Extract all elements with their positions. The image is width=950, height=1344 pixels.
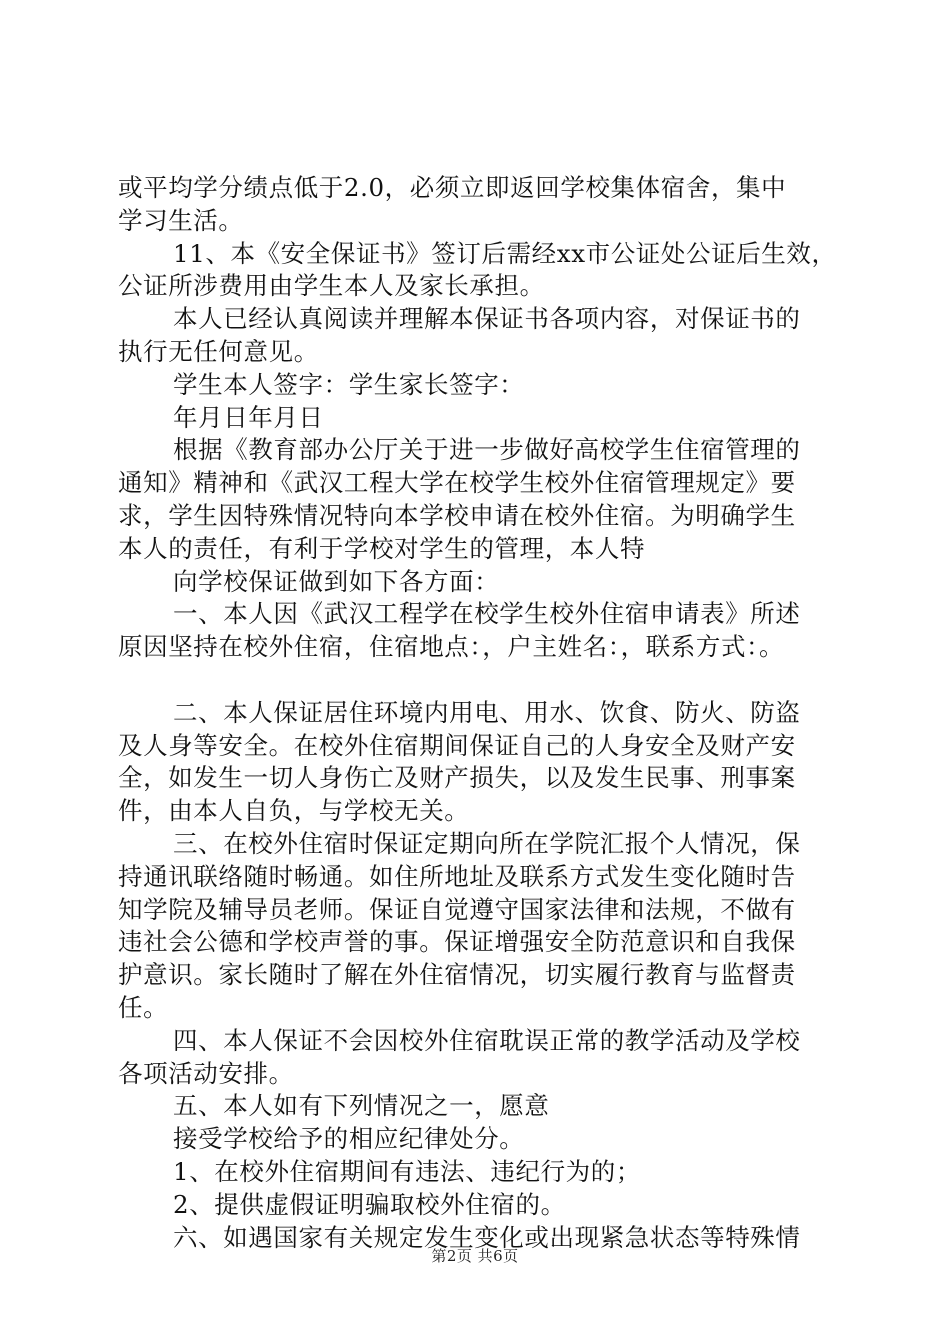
text-line: 公证所涉费用由学生本人及家长承担。 <box>118 271 545 301</box>
text-line: 各项活动安排。 <box>118 1058 294 1088</box>
text-line: 全，如发生一切人身伤亡及财产损失，以及发生民事、刑事案 <box>118 763 796 793</box>
text-line: 五、本人如有下列情况之一，愿意 <box>173 1091 550 1121</box>
document-body <box>118 172 843 1254</box>
text-line: 执行无任何意见。 <box>118 336 319 366</box>
text-line: 违社会公德和学校声誉的事。保证增强安全防范意识和自我保 <box>118 927 796 957</box>
text-line: 一、本人因《武汉工程学在校学生校外住宿申请表》所述 <box>173 599 801 629</box>
text-line: 四、本人保证不会因校外住宿耽误正常的教学活动及学校 <box>173 1025 801 1055</box>
text-line: 本人的责任，有利于学校对学生的管理，本人特 <box>118 533 646 563</box>
text-line: 二、本人保证居住环境内用电、用水、饮食、防火、防盗 <box>173 697 801 727</box>
text-line: 六、如遇国家有关规定发生变化或出现紧急状态等特殊情 <box>173 1222 801 1252</box>
blank-line <box>118 664 843 697</box>
text-line: 任。 <box>118 992 169 1022</box>
page-footer: 第2页 共6页 <box>431 1247 519 1265</box>
text-line: 原因坚持在校外住宿，住宿地点：，户主姓名：，联系方式：。 <box>118 632 785 662</box>
text-line: 知学院及辅导员老师。保证自觉遵守国家法律和法规，不做有 <box>118 894 796 924</box>
text-line: 或平均学分绩点低于2.0，必须立即返回学校集体宿舍，集中 <box>118 173 787 202</box>
text-line: 持通讯联络随时畅通。如住所地址及联系方式发生变化随时告 <box>118 861 796 891</box>
text-line: 1、在校外住宿期间有违法、违纪行为的； <box>173 1156 641 1186</box>
text-line: 学生本人签字：学生家长签字： <box>173 369 525 399</box>
text-line: 通知》精神和《武汉工程大学在校学生校外住宿管理规定》要 <box>118 468 796 498</box>
text-line: 及人身等安全。在校外住宿期间保证自己的人身安全及财产安 <box>118 730 796 760</box>
text-line: 根据《教育部办公厅关于进一步做好高校学生住宿管理的 <box>173 435 801 465</box>
text-line: 向学校保证做到如下各方面： <box>173 566 500 596</box>
text-line: 11、本《安全保证书》签订后需经xx市公证处公证后生效， <box>173 238 837 268</box>
text-line: 求，学生因特殊情况特向本学校申请在校外住宿。为明确学生 <box>118 500 796 530</box>
text-line: 学习生活。 <box>118 205 244 235</box>
text-line: 年月日年月日 <box>173 402 324 432</box>
text-line: 2、提供虚假证明骗取校外住宿的。 <box>173 1189 566 1219</box>
text-line: 本人已经认真阅读并理解本保证书各项内容，对保证书的 <box>173 304 801 334</box>
text-line: 三、在校外住宿时保证定期向所在学院汇报个人情况，保 <box>173 828 801 858</box>
text-line: 接受学校给予的相应纪律处分。 <box>173 1124 525 1154</box>
text-line: 件，由本人自负，与学校无关。 <box>118 796 470 826</box>
text-line: 护意识。家长随时了解在外住宿情况，切实履行教育与监督责 <box>118 960 796 990</box>
